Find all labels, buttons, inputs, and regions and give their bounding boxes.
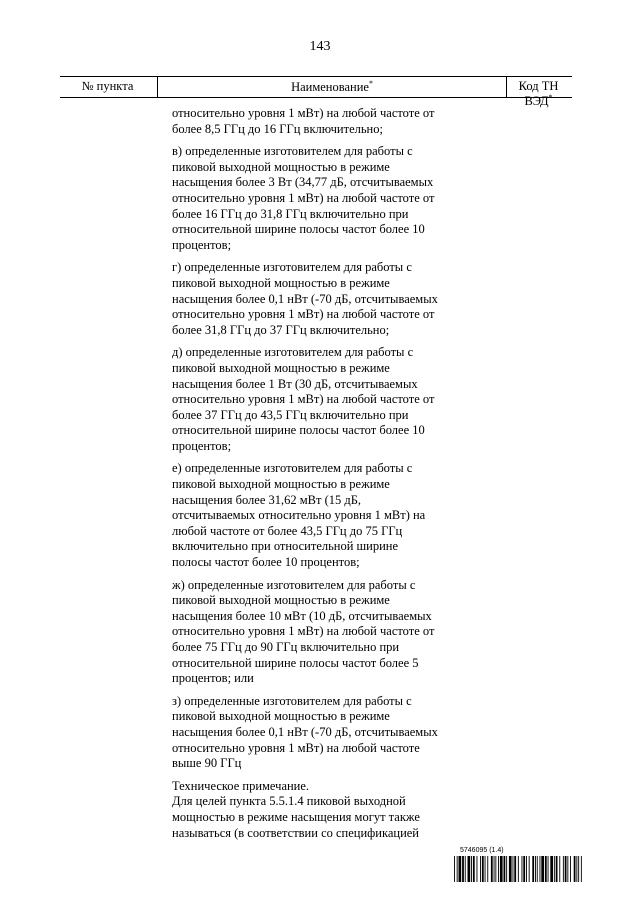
barcode-icon <box>454 856 584 884</box>
paragraph: в) определенные изготовителем для работы с пиковой выходной мощностью в режиме насыщения более 3 Вт (34,77 дБ, отсчитываемых относительно уровня 1 мВт) на любой частоте от более 16 ГГц до 31,8 ГГц включительно при относительной ширине полосы частот более 10 процентов; <box>172 144 435 252</box>
barcode <box>454 847 584 887</box>
paragraph: ж) определенные изготовителем для работы с пиковой выходной мощностью в режиме насыщения более 10 мВт (10 дБ, отсчитываемых относительно уровня 1 мВт) на любой частоте от более 75 ГГц до 90 ГГц включительно при относительной ширине полосы частот более 5 процентов; или <box>172 577 435 686</box>
table-header <box>60 76 572 108</box>
paragraph: з) определенные изготовителем для работы с пиковой выходной мощностью в режиме насыщения более 0,1 нВт (-70 дБ, отсчитываемых относительно уровня 1 мВт) на любой частоте выше 90 ГГц <box>172 693 438 771</box>
header-item-code-label: Код ТН ВЭД <box>518 79 559 108</box>
header-item-number <box>60 79 155 94</box>
paragraph: е) определенные изготовителем для работы с пиковой выходной мощностью в режиме насыщения более 31,62 мВт (15 дБ, отсчитываемых относительно уровня 1 мВт) на любой частоте от более 43,5 ГГц до 75 ГГц включительно при относительной ширине полосы частот более 10 процентов; <box>172 461 426 570</box>
header-item-code <box>505 79 572 109</box>
technical-note-text: Для целей пункта 5.5.1.4 пиковой выходной мощностью в режиме насыщения могут также называться (в соответствии со спецификацией <box>172 794 420 840</box>
page-number: 143 <box>309 39 331 54</box>
header-item-name-label: Наименование <box>291 80 369 94</box>
paragraph: г) определенные изготовителем для работы с пиковой выходной мощностью в режиме насыщения более 0,1 нВт (-70 дБ, отсчитываемых относительно уровня 1 мВт) на любой частоте от более 31,8 ГГц до 37 ГГц включительно; <box>172 260 438 337</box>
footnote-mark: * <box>368 78 373 88</box>
header-item-name <box>157 77 507 97</box>
item-description <box>172 106 440 848</box>
barcode-label: 5746095 (1.4) <box>460 847 504 854</box>
footnote-mark: * <box>548 92 553 102</box>
paragraph: относительно уровня 1 мВт) на любой частоте от более 8,5 ГГц до 16 ГГц включительно; <box>172 106 435 136</box>
paragraph: д) определенные изготовителем для работы с пиковой выходной мощностью в режиме насыщения более 1 Вт (30 дБ, отсчитываемых относительно уровня 1 мВт) на любой частоте от более 37 ГГц до 43,5 ГГц включительно при относительной ширине полосы частот более 10 процентов; <box>172 345 435 453</box>
header-item-number-label: № пункта <box>81 79 134 93</box>
technical-note-title: Техническое примечание. <box>172 778 310 793</box>
